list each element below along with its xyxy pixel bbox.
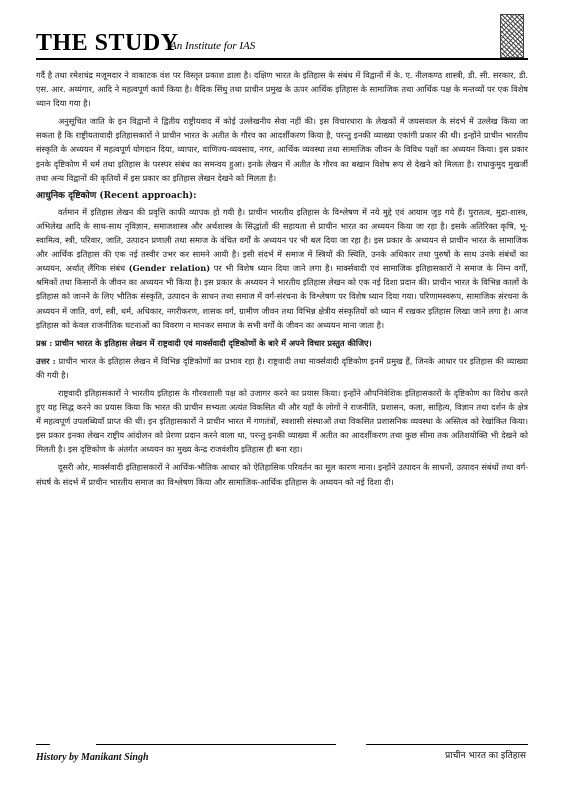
header-rule: [36, 58, 528, 60]
paragraph-text: पर भी विशेष ध्यान दिया जाने लगा है। मार्क्सवादी एवं सामाजिक इतिहासकारों ने समाज के निम्न वर्गों, श्रमिकों तथा किसानों के जीवन का अध्ययन भी किया है। इस प्रकार के अध्ययन ने भारतीय इतिहास लेखन को एक नई दिशा प्रदान की। प्राचीन भारत के विभिन्न कालों के इतिहास को जानने के लिए भौतिक संस्कृति, उत्पादन के साधन तथा समाज में वर्ग-संरचना के विश्लेषण पर विशेष ध्यान दिया गया। परिणामस्वरूप, सामाजिक संरचना के अध्ययन में जाति, वर्ण, स्त्री, धर्म, अधिकार, नगरीकरण, शासक वर्ग, ग्रामीण जीवन तथा विभिन्न क्षेत्रीय संस्कृतियों को ध्यान में रखकर इतिहास लिखा जाने लगा है। आज इतिहास को केवल राजनीतिक घटनाओं का विवरण न मानकर समाज के सभी वर्गों के जीवन का अध्ययन माना जाता है।: [36, 263, 528, 330]
section-heading: आधुनिक दृष्टिकोण (Recent approach):: [36, 190, 197, 201]
paragraph-text: वर्तमान में इतिहास लेखन की प्रवृत्ति काफी व्यापक हो गयी है। प्राचीन भारतीय इतिहास के विश्लेषण में नये मुद्दे एवं आयाम जुड़ गये हैं। पुरातत्व, मुद्रा-शास्त्र, अभिलेख आदि के साथ-साथ नृविज्ञान, समाजशास्त्र और अर्थशास्त्र के सिद्धांतों की सहायता से प्राचीन भारत का अध्ययन किया जा रहा है। इसके अतिरिक्त कृषि, भू-स्वामित्व, स्त्री, परिवार, जाति, उत्पादन प्रणाली तथा समाज के वंचित वर्गों के अध्ययन पर भी बल दिया जा रहा है। इस प्रकार के अध्ययन से प्राचीन भारत के सामाजिक और आर्थिक इतिहास की एक नई तस्वीर उभर कर सामने आयी है। इसी संदर्भ में समाज में स्त्रियों की स्थिति, उनके अधिकार तथा पुरुषों के साथ उनके संबंधों का अध्ययन, अर्थात् लैंगिक संबंध: [36, 206, 528, 274]
brand-tagline: An Institute for IAS: [170, 40, 256, 52]
footer-subject: प्राचीन भारत का इतिहास: [445, 751, 526, 761]
answer: [36, 354, 528, 382]
answer-label: उत्तर :: [36, 355, 56, 366]
page-header: [36, 22, 536, 62]
question-text: प्राचीन भारत के इतिहास लेखन में राष्ट्रवादी एवं मार्क्सवादी दृष्टिकोणों के बारे में अपने विचार प्रस्तुत कीजिए।: [54, 337, 372, 348]
question: [36, 336, 528, 350]
question-label: प्रश्न :: [36, 337, 53, 348]
answer-intro: प्राचीन भारत के इतिहास लेखन में विभिन्न दृष्टिकोणों का प्रभाव रहा है। राष्ट्रवादी तथा मार्क्सवादी दृष्टिकोण इनमें प्रमुख हैं, जिनके आधार पर इतिहास की व्याख्या की गयी है।: [36, 355, 528, 380]
institute-logo-icon: [500, 14, 524, 58]
paragraph: अनुसूचित जाति के इन विद्वानों ने द्वितीय राष्ट्रीयवाद में कोई उल्लेखनीय सेवा नहीं की। इस विचारधारा के लेखकों में जयसवाल के संदर्भ में उल्लेख किया जा सकता है कि राष्ट्रीयतावादी इतिहासकारों ने प्राचीन भारत के अतीत के गौरव का आदर्शीकरण किया है, परन्तु इनकी व्याख्या एकांगी प्रकार की थी। इन्होंने प्राचीन भारतीय संस्कृति के अध्ययन में महत्वपूर्ण योगदान दिया, व्यापार, वाणिज्य-व्यवसाय, नगर, आर्थिक व्यवस्था तथा सामाजिक जीवन के विविध पक्षों का अध्ययन किया। इस प्रकार इनके दृष्टिकोण में धर्म तथा इतिहास के परस्पर संबंध का समन्वय हुआ। इनके लेखन में अतीत के गौरव का बखान विशेष रूप से देखने को मिलता है। राधाकुमुद मुखर्जी तथा अन्य विद्वानों की कृतियों में इस प्रकार का इतिहास लेखन देखने को मिलता है।: [36, 116, 528, 183]
paragraph: राष्ट्रवादी इतिहासकारों ने भारतीय इतिहास के गौरवशाली पक्ष को उजागर करने का प्रयास किया। इन्होंने औपनिवेशिक इतिहासकारों के दृष्टिकोण का विरोध करते हुए यह सिद्ध करने का प्रयास किया कि भारत की प्राचीन सभ्यता अत्यंत विकसित थी और यहाँ के लोगों ने राजनीति, प्रशासन, कला, साहित्य, विज्ञान तथा दर्शन के क्षेत्र में महत्वपूर्ण उपलब्धियाँ प्राप्त की थीं। इन इतिहासकारों ने प्राचीन भारत में गणतंत्रों, स्वशासी संस्थाओं तथा विकसित प्रशासनिक व्यवस्था के अस्तित्व को रेखांकित किया। इस प्रकार इनका लेखन राष्ट्रीय आंदोलन को प्रेरणा प्रदान करने वाला था, परन्तु इनकी व्याख्या में अतीत का आदर्शीकरण तथा कुछ सीमा तक अतिशयोक्ति भी देखने को मिलती है। इस दृष्टिकोण के अंतर्गत अध्ययन का मुख्य केन्द्र राजवंशीय इतिहास ही बना रहा।: [36, 387, 528, 455]
paragraph: [36, 205, 528, 332]
gender-relation-term: (Gender relation): [128, 263, 211, 274]
brand-title: THE STUDY: [36, 30, 179, 56]
page-body: [36, 68, 528, 728]
paragraph: गर्दै है तथा रमेशचंद्र मजूमदार ने वाकाटक वंश पर विस्तृत प्रकाश डाला है। दक्षिण भारत के इतिहास के संबंध में विद्वानों में के. ए. नीलकण्ठ शास्त्री, डी. सी. सरकार, डी. एस. आर. अय्यंगार, आदि ने महत्वपूर्ण कार्य किया है। वैदिक सिंधु तथा प्राचीन प्रमुख के ऊपर आर्थिक इतिहास के सामाजिक तथा आर्थिक पक्ष के मन्तव्यों पर एक विशेष ध्यान दिया गया है।: [36, 70, 528, 109]
paragraph: दूसरी ओर, मार्क्सवादी इतिहासकारों ने आर्थिक-भौतिक आधार को ऐतिहासिक परिवर्तन का मूल कारण माना। इन्होंने उत्पादन के साधनों, उत्पादन संबंधों तथा वर्ग-संघर्ष के संदर्भ में प्राचीन भारतीय समाज का विश्लेषण किया और सामाजिक-आर्थिक इतिहास के अध्ययन को नई दिशा दी।: [36, 462, 528, 487]
footer-rule: [36, 744, 528, 745]
footer-author: History by Manikant Singh: [36, 752, 149, 763]
